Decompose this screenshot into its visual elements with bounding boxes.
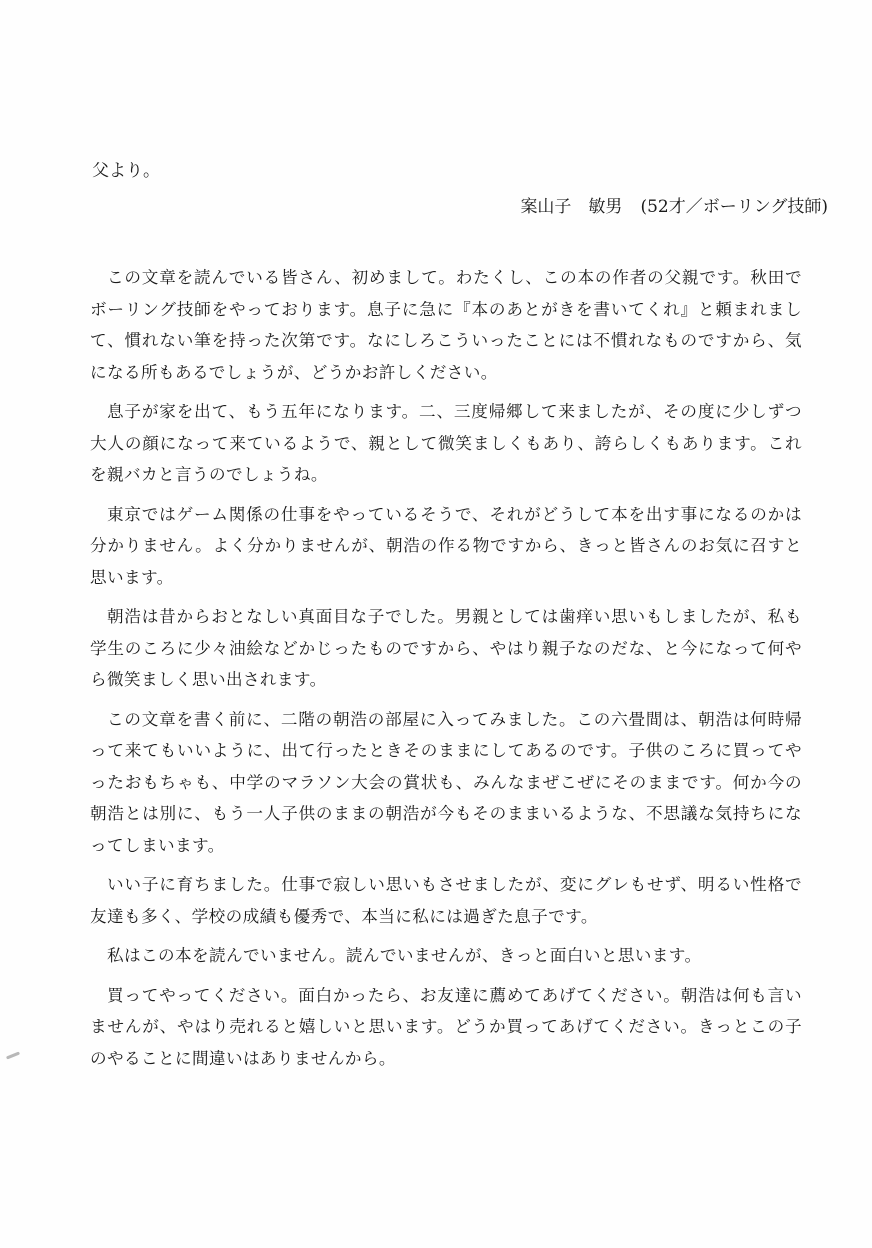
- paragraph-1: この文章を読んでいる皆さん、初めまして。わたくし、この本の作者の父親です。秋田でボーリング技師をやっております。息子に急に『本のあとがきを書いてくれ』と頼まれまして、慣れない筆を持った次第です。なにしろこういったことには不慣れなものですから、気になる所もあるでしょうが、どうかお許しください。: [90, 268, 802, 382]
- author-name: 案山子 敏男: [520, 197, 623, 217]
- letter-body: [90, 262, 802, 1082]
- paragraph-3: 東京ではゲーム関係の仕事をやっているそうで、それがどうして本を出す事になるのかは分かりません。よく分かりませんが、朝浩の作る物ですから、きっと皆さんのお気に召すと思います。: [90, 504, 802, 587]
- letter-heading: 父より。: [92, 161, 160, 181]
- paragraph-8: 買ってやってください。面白かったら、お友達に薦めてあげてください。朝浩は何も言いませんが、やはり売れると嬉しいと思います。どうか買ってあげてください。きっとこの子のやることに間違いはありませんから。: [90, 985, 802, 1068]
- paragraph-6: いい子に育ちました。仕事で寂しい思いもさせましたが、変にグレもせず、明るい性格で友達も多く、学校の成績も優秀で、本当に私には過ぎた息子です。: [90, 875, 802, 926]
- paragraph-4: 朝浩は昔からおとなしい真面目な子でした。男親としては歯痒い思いもしましたが、私も学生のころに少々油絵などかじったものですから、やはり親子なのだな、と今になって何やら微笑ましく思い出されます。: [90, 607, 802, 689]
- author-signature: [520, 196, 828, 218]
- paragraph-7: 私はこの本を読んでいません。読んでいませんが、きっと面白いと思います。: [107, 946, 702, 965]
- scan-speck: [6, 1051, 20, 1059]
- author-note: (52才／ボーリング技師): [640, 197, 828, 217]
- paragraph-2: 息子が家を出て、もう五年になります。二、三度帰郷して来ましたが、その度に少しずつ大人の顔になって来ているようで、親として微笑ましくもあり、誇らしくもあります。これを親バカと言うのでしょうね。: [90, 402, 802, 484]
- paragraph-5: この文章を書く前に、二階の朝浩の部屋に入ってみました。この六畳間は、朝浩は何時帰って来てもいいように、出て行ったときそのままにしてあるのです。子供のころに買ってやったおもちゃも、中学のマラソン大会の賞状も、みんなまぜこぜにそのままです。何か今の朝浩とは別に、もう一人子供のままの朝浩が今もそのままいるような、不思議な気持ちになってしまいます。: [90, 709, 802, 855]
